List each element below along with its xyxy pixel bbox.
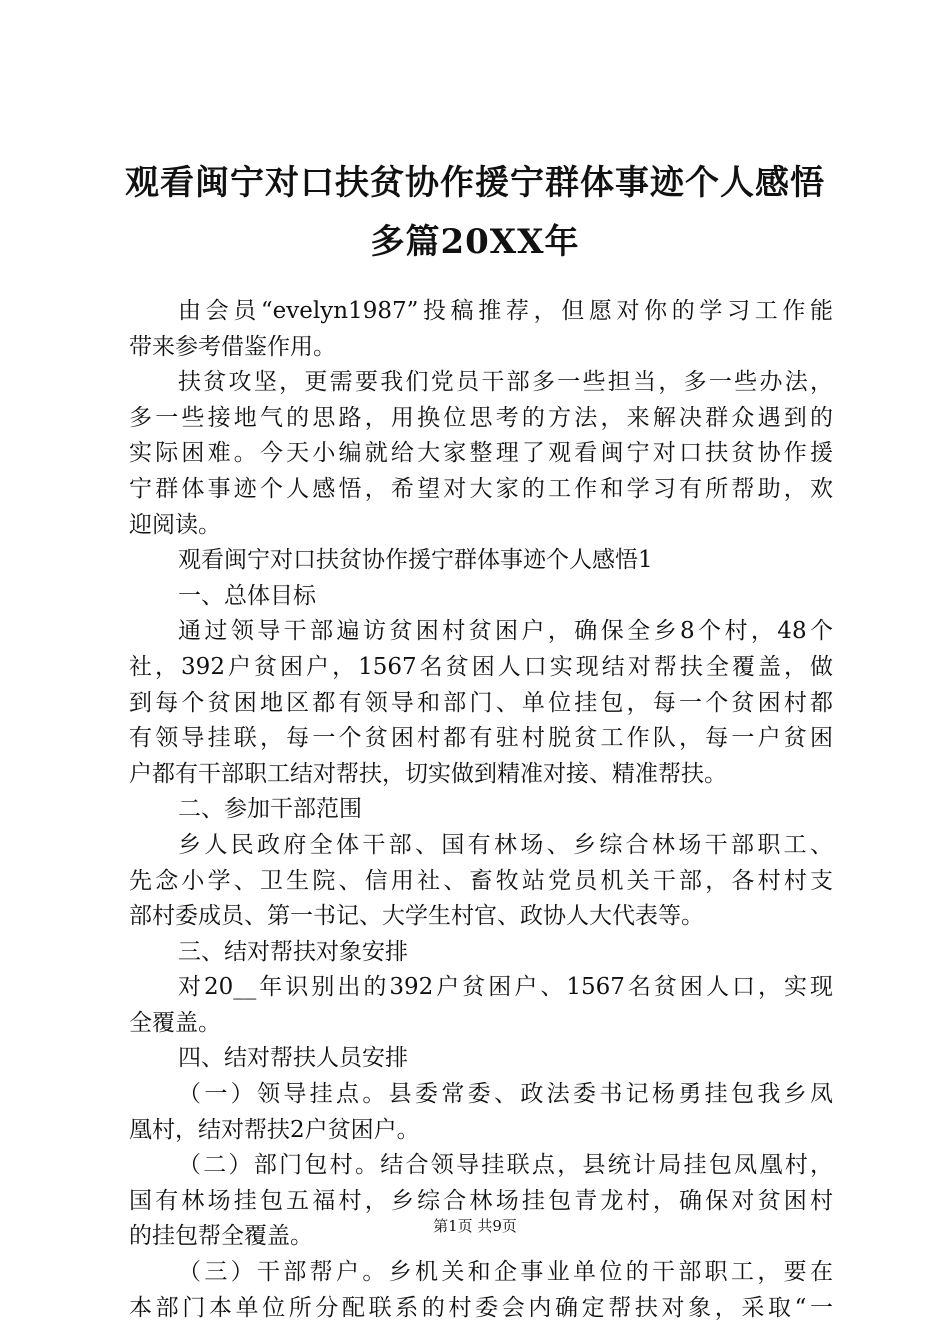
- paragraph-line: 宁群体事迹个人感悟，希望对大家的工作和学习有所帮助，欢: [129, 475, 833, 502]
- paragraph-line: 户都有干部职工结对帮扶，切实做到精准对接、精准帮扶。: [129, 760, 727, 787]
- paragraph-line: （二）部门包村。结合领导挂联点，县统计局挂包凤凰村，: [178, 1152, 833, 1179]
- paragraph-line: 通过领导干部遍访贫困村贫困户，确保全乡8个村，48个: [178, 618, 833, 645]
- paragraph-line: 全覆盖。: [129, 1009, 221, 1036]
- paragraph-line: 实际困难。今天小编就给大家整理了观看闽宁对口扶贫协作援: [129, 440, 833, 467]
- page-number-footer: 第1页 共9页: [433, 1217, 517, 1235]
- document-body: [129, 294, 833, 1326]
- paragraph-line: 社，392户贫困户，1567名贫困人口实现结对帮扶全覆盖，做: [129, 653, 833, 680]
- document-title-line-2: 多篇20XX年: [370, 222, 580, 262]
- section-heading: 四、结对帮扶人员安排: [178, 1045, 408, 1072]
- paragraph-line: 对20__年识别出的392户贫困户、1567名贫困人口，实现: [178, 974, 833, 1001]
- section-heading: 观看闽宁对口扶贫协作援宁群体事迹个人感悟1: [178, 547, 653, 574]
- paragraph-line: 的挂包帮全覆盖。: [129, 1223, 313, 1250]
- paragraph-line: 乡人民政府全体干部、国有林场、乡综合林场干部职工、: [178, 831, 833, 858]
- section-heading: 二、参加干部范围: [178, 796, 362, 823]
- section-heading: 三、结对帮扶对象安排: [178, 938, 408, 965]
- paragraph-line: （一）领导挂点。县委常委、政法委书记杨勇挂包我乡凤: [178, 1081, 833, 1108]
- paragraph-line: 部村委成员、第一书记、大学生村官、政协人大代表等。: [129, 903, 704, 930]
- document-title-line-1: 观看闽宁对口扶贫协作援宁群体事迹个人感悟: [125, 163, 825, 203]
- section-heading: 一、总体目标: [178, 582, 316, 609]
- paragraph-line: 扶贫攻坚，更需要我们党员干部多一些担当，多一些办法，: [178, 369, 833, 396]
- paragraph-line: （三）干部帮户。乡机关和企事业单位的干部职工，要在: [178, 1259, 833, 1286]
- paragraph-line: 迎阅读。: [129, 511, 221, 538]
- paragraph-line: 凰村，结对帮扶2户贫困户。: [129, 1116, 420, 1143]
- paragraph-line: 多一些接地气的思路，用换位思考的方法，来解决群众遇到的: [129, 404, 833, 431]
- paragraph-line: 由会员“evelyn1987”投稿推荐，但愿对你的学习工作能: [178, 298, 833, 324]
- paragraph-line: 先念小学、卫生院、信用社、畜牧站党员机关干部，各村村支: [129, 867, 833, 894]
- paragraph-line: 有领导挂联，每一个贫困村都有驻村脱贫工作队，每一户贫困: [129, 725, 833, 752]
- paragraph-line: 本部门本单位所分配联系的村委会内确定帮扶对象，采取“一: [129, 1294, 833, 1321]
- paragraph-line: 带来参考借鉴作用。: [129, 333, 336, 360]
- paragraph-line: 到每个贫困地区都有领导和部门、单位挂包，每一个贫困村都: [129, 689, 833, 716]
- paragraph-line: 国有林场挂包五福村，乡综合林场挂包青龙村，确保对贫困村: [129, 1187, 833, 1214]
